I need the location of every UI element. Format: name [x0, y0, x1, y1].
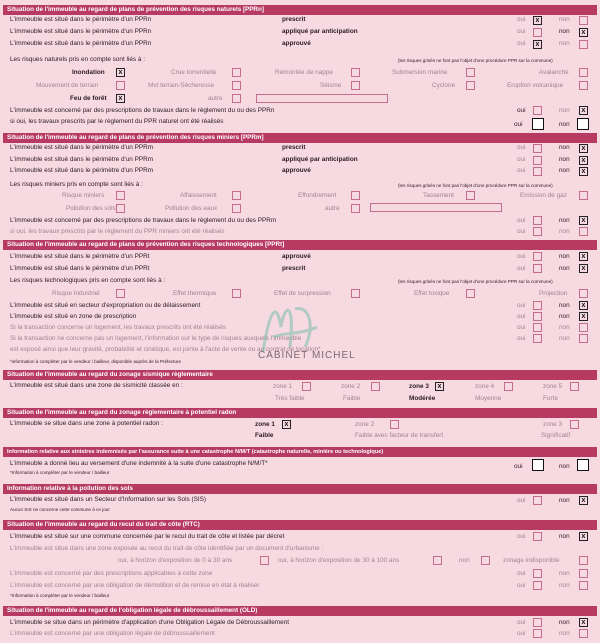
pprt-row1-label: L'immeuble est situé dans le périmètre d'un PPRt [10, 253, 150, 260]
pprt-note: *information à compléter par le vendeur / bailleur, disponible auprès de la Préfecture [10, 359, 182, 364]
rtc-prescriptions-label: L'immeuble est concerné par des prescriptions applicables à cette zone [10, 570, 213, 577]
pprm-row2-yes: oui [517, 156, 526, 163]
old-perimetre-yes: oui [517, 619, 526, 626]
radon-level3: Significatif [541, 432, 571, 439]
pprt-non-logement-no: non [559, 335, 570, 342]
rtc-prescriptions-yes-checkbox[interactable] [533, 569, 542, 578]
pprn-row2-yes-checkbox[interactable] [533, 28, 542, 37]
pprn-works-no-checkbox[interactable]: x [579, 106, 588, 115]
pprm-works-done-label: si oui, les travaux prescrits par le règlement du PPR miniers ont été réalisés [10, 228, 225, 235]
pprm-works-yes-checkbox[interactable] [533, 216, 542, 225]
pprn-risk-cyclone-checkbox[interactable] [466, 81, 475, 90]
pprn-risk-avalanche: Avalanche [539, 69, 569, 76]
pprm-row3-no: non [559, 167, 570, 174]
pprt-non-logement-label: Si la transaction ne concerne pas un logement, l'information sur le type de risques auxquels l'immeuble [10, 335, 302, 342]
pprn-risk-inondation: Inondation [72, 69, 105, 76]
pollution-yes-checkbox[interactable] [533, 496, 542, 505]
pprt-prescription-yes-checkbox[interactable] [533, 312, 542, 321]
rtc-option-indisponible: zonage indisponible [503, 557, 560, 564]
sinistres-no-checkbox[interactable] [577, 459, 589, 471]
pprn-row3-yes-checkbox[interactable]: x [533, 40, 542, 49]
old-obligation-label: L'immeuble est concerné par une obligation légale de débroussaillement [10, 630, 215, 637]
pprn-row1-status: prescrit [282, 16, 306, 23]
pprm-row1-label: L'immeuble est situé dans le périmètre d'un PPRm [10, 144, 154, 151]
pprn-row1-yes-checkbox[interactable]: x [533, 16, 542, 25]
pprt-non-logement-label-2: est exposé ainsi que leur gravité, probabilité et cinétique, est jointe à l'acte de vente ou au contrat de location* [10, 346, 321, 353]
pprn-risk-eruption: Eruption volcanique [507, 82, 564, 89]
pprm-risk-autre-field[interactable] [370, 203, 502, 212]
pprt-expropriation-label: L'immeuble est situé en secteur d'expropriation ou de délaissement [10, 302, 201, 309]
pprm-risk-tassement: Tassement [423, 192, 454, 199]
section-title-old: Situation de l'immeuble au regard de l'obligation légale de débroussaillement (OLD) [3, 606, 597, 616]
radon-level1: Faible [255, 432, 274, 439]
pprt-expropriation-no-checkbox[interactable]: x [579, 301, 588, 310]
pprn-row1-no: non [559, 16, 570, 23]
pprn-risks-label: Les risques naturels pris en compte sont liés à : [10, 56, 145, 63]
rtc-option-0-30: oui, à horizon d'exposition de 0 à 30 ans [118, 557, 233, 564]
pprn-row3-no: non [559, 40, 570, 47]
pprn-risk-mvt-checkbox[interactable] [116, 81, 125, 90]
pprm-risk-affaissement: Affaissement [180, 192, 217, 199]
pprm-row1-no: non [559, 144, 570, 151]
rtc-option-30-100-checkbox[interactable] [433, 556, 442, 565]
pprt-prescription-yes: oui [517, 313, 526, 320]
section-title-sinistres: Information relative aux sinistres indemnisés par l'assurance suite à une catastrophe N/M/T (catastrophe naturelle, minière ou technologique) [3, 447, 597, 457]
pprm-works-done-yes: oui [517, 228, 526, 235]
pprn-risk-crue: Crue torrentielle [171, 69, 217, 76]
pprm-row2-no-checkbox[interactable]: x [579, 156, 588, 165]
section-title-pollution: Information relative à la pollution des sols [3, 484, 597, 494]
pprn-works-no: non [559, 107, 570, 114]
radon-label: L'immeuble se situe dans une zone à potentiel radon : [10, 420, 163, 427]
pprt-risk-projection-checkbox[interactable] [579, 289, 588, 298]
pprn-works-done-yes-checkbox[interactable] [532, 118, 544, 130]
pprm-risk-autre-checkbox[interactable] [351, 204, 360, 213]
pprn-risk-cyclone: Cyclone [432, 82, 456, 89]
pprt-row1-no: non [559, 253, 570, 260]
rtc-prescriptions-yes: oui [517, 570, 526, 577]
pprn-risk-crue-checkbox[interactable] [232, 68, 241, 77]
old-obligation-no: non [559, 630, 570, 637]
pprm-row1-yes-checkbox[interactable] [533, 144, 542, 153]
pprn-risk-avalanche-checkbox[interactable] [579, 68, 588, 77]
pprm-works-done-no: non [559, 228, 570, 235]
pollution-note: Aucun SIS ne concerne cette commune à ce jour [10, 507, 110, 512]
sinistres-yes-checkbox[interactable] [532, 459, 544, 471]
pprm-grey-note: (les risques grisés ne font pas l'objet d'une procédure PPR sur la commune) [398, 183, 553, 188]
section-title-sismique: Situation de l'immeuble au regard du zonage sismique règlementaire [3, 370, 597, 380]
pollution-no-checkbox[interactable]: x [579, 496, 588, 505]
pprt-risk-thermique-checkbox[interactable] [232, 289, 241, 298]
pprm-risk-tassement-checkbox[interactable] [466, 191, 475, 200]
pprt-risks-label: Les risques technologiques pris en compte sont liés à : [10, 277, 166, 284]
sinistres-note: *Information à compléter par le vendeur / bailleur [10, 470, 110, 475]
watermark-text: CABINET MICHEL [258, 350, 356, 361]
rtc-demolition-yes: oui [517, 582, 526, 589]
pprn-row3-no-checkbox[interactable] [579, 40, 588, 49]
pprn-row1-label: L'immeuble est situé dans le périmètre d'un PPRn [10, 16, 152, 23]
section-title-pprn: Situation de l'immeuble au regard de plans de prévention des risques naturels [PPRn] [3, 5, 597, 15]
pprn-row3-yes: oui [517, 40, 526, 47]
rtc-option-non-checkbox[interactable] [481, 556, 490, 565]
pprt-risk-projection: Projection [539, 290, 568, 297]
sismique-level3: Modérée [409, 395, 436, 402]
rtc-zone-label: L'immeuble est situé dans une zone exposée au recul du trait de côte identifiée par un document d'urbanisme : [10, 545, 324, 552]
pprt-row1-yes-checkbox[interactable] [533, 252, 542, 261]
pprm-row3-yes: oui [517, 167, 526, 174]
old-obligation-no-checkbox[interactable] [579, 629, 588, 638]
pprm-row3-status: approuvé [282, 167, 311, 174]
pprm-row3-yes-checkbox[interactable] [533, 167, 542, 176]
pprn-row2-no-checkbox[interactable]: x [579, 28, 588, 37]
sismique-zone2: zone 2 [341, 383, 361, 390]
pprn-risk-nappe: Remontée de nappe [275, 69, 333, 76]
section-title-radon: Situation de l'immeuble au regard du zonage règlementaire à potentiel radon [3, 408, 597, 418]
pprt-prescription-no-checkbox[interactable]: x [579, 312, 588, 321]
pprn-row2-status: appliqué par anticipation [282, 28, 358, 35]
radon-level2: Faible avec facteur de transfert [355, 432, 444, 439]
pprt-row1-yes: oui [517, 253, 526, 260]
pprn-row2-yes: oui [517, 28, 526, 35]
pollution-yes: oui [517, 497, 526, 504]
pprn-works-done-label: si oui, les travaux prescrits par le règlement du PPR naturel ont été réalisés [10, 118, 224, 125]
pprm-works-yes: oui [517, 217, 526, 224]
pprn-risk-secheresse-checkbox[interactable] [232, 81, 241, 90]
pprm-risk-effondrement-checkbox[interactable] [351, 191, 360, 200]
sismique-zone1-checkbox[interactable] [302, 382, 311, 391]
rtc-option-indisponible-checkbox[interactable] [579, 556, 588, 565]
pprt-non-logement-no-checkbox[interactable] [579, 334, 588, 343]
pprm-risk-eaux: Pollution des eaux [165, 205, 218, 212]
pollution-label: L'immeuble est situé dans un Secteur d'Information sur les Sols (SIS) [10, 496, 207, 503]
sinistres-label: L'immeuble a donné lieu au versement d'une indemnité à la suite d'une catastrophe N/M/T* [10, 460, 268, 467]
pprn-row3-label: L'immeuble est situé dans le périmètre d'un PPRn [10, 40, 152, 47]
pprm-row3-label: L'immeuble est situé dans le périmètre d'un PPRm [10, 167, 154, 174]
old-perimetre-no-checkbox[interactable]: x [579, 618, 588, 627]
pprm-risk-effondrement: Effondrement [298, 192, 337, 199]
pprt-risk-toxique-checkbox[interactable] [466, 289, 475, 298]
radon-zone2: zone 2 [355, 421, 375, 428]
pprm-risk-miniers-checkbox[interactable] [116, 191, 125, 200]
pprt-row2-yes: oui [517, 265, 526, 272]
rtc-commune-yes: oui [517, 533, 526, 540]
rtc-demolition-yes-checkbox[interactable] [533, 581, 542, 590]
pprm-risk-affaissement-checkbox[interactable] [232, 191, 241, 200]
pprm-risk-gaz: Emission de gaz [520, 192, 567, 199]
rtc-commune-yes-checkbox[interactable] [533, 532, 542, 541]
pprm-works-done-yes-checkbox[interactable] [533, 227, 542, 236]
sismique-zone5: zone 5 [543, 383, 563, 390]
pprn-row3-status: approuvé [282, 40, 311, 47]
pprn-works-yes: oui [517, 107, 526, 114]
pprt-expropriation-no: non [559, 302, 570, 309]
pprm-row2-label: L'immeuble est situé dans le périmètre d'un PPRm [10, 156, 154, 163]
pprn-risk-submersion-checkbox[interactable] [466, 68, 475, 77]
sismique-zone4-checkbox[interactable] [504, 382, 513, 391]
pprm-risk-sols-checkbox[interactable] [116, 204, 125, 213]
rtc-prescriptions-no-checkbox[interactable] [579, 569, 588, 578]
radon-zone2-checkbox[interactable] [390, 420, 399, 429]
pprn-works-done-yes: oui [514, 121, 523, 128]
pprt-expropriation-yes-checkbox[interactable] [533, 301, 542, 310]
sinistres-yes: oui [514, 463, 523, 470]
pprt-non-logement-yes-checkbox[interactable] [533, 334, 542, 343]
pprt-prescription-label: L'immeuble est situé en zone de prescription [10, 313, 137, 320]
pprn-risk-seisme: Séisme [320, 82, 342, 89]
pprm-works-label: L'immeuble est concerné par des prescriptions de travaux dans le règlement du ou des PPRm [10, 217, 277, 224]
pprm-row2-no: non [559, 156, 570, 163]
sismique-level1: Très faible [275, 395, 305, 402]
pollution-no: non [559, 497, 570, 504]
pprn-risk-seisme-checkbox[interactable] [351, 81, 360, 90]
pprn-risk-mvt: Mouvement de terrain [36, 82, 99, 89]
radon-zone3: zone 3 [543, 421, 563, 428]
sismique-zone2-checkbox[interactable] [371, 382, 380, 391]
pprt-risk-toxique: Effet toxique [414, 290, 450, 297]
pprn-row1-yes: oui [517, 16, 526, 23]
old-obligation-yes: oui [517, 630, 526, 637]
radon-zone3-checkbox[interactable] [570, 420, 579, 429]
pprt-risk-surpression-checkbox[interactable] [351, 289, 360, 298]
pprm-row1-no-checkbox[interactable]: x [579, 144, 588, 153]
pprn-row1-no-checkbox[interactable] [579, 16, 588, 25]
sismique-zone5-checkbox[interactable] [570, 382, 579, 391]
pprm-risks-label: Les risques miniers pris en compte sont liés à : [10, 181, 143, 188]
pprm-risk-eaux-checkbox[interactable] [232, 204, 241, 213]
pprn-risk-autre-checkbox[interactable] [232, 94, 241, 103]
rtc-demolition-no-checkbox[interactable] [579, 581, 588, 590]
pprn-risk-feu: Feu de forêt [70, 95, 107, 102]
pprm-works-no-checkbox[interactable]: x [579, 216, 588, 225]
sismique-zone3: zone 3 [409, 383, 429, 390]
sismique-level2: Faible [343, 395, 361, 402]
pprn-grey-note: (les risques grisés ne font pas l'objet d'une procédure PPR sur la commune) [398, 58, 553, 63]
pprn-risk-submersion: Submersion marine [392, 69, 448, 76]
pprt-row2-label: L'immeuble est situé dans le périmètre d'un PPRt [10, 265, 150, 272]
pprt-row1-no-checkbox[interactable]: x [579, 252, 588, 261]
pprt-row2-status: prescrit [282, 265, 306, 272]
pprn-risk-eruption-checkbox[interactable] [579, 81, 588, 90]
pprn-works-done-no: non [559, 121, 570, 128]
pprn-works-label: L'immeuble est concerné par des prescriptions de travaux dans le règlement du ou des PPRn [10, 107, 275, 114]
pprm-row1-status: prescrit [282, 144, 306, 151]
pprm-row2-yes-checkbox[interactable] [533, 156, 542, 165]
pprm-works-done-no-checkbox[interactable] [579, 227, 588, 236]
rtc-demolition-label: L'immeuble est concerné par une obligation de démolition et de remise en état à réaliser [10, 582, 260, 589]
pprt-row1-status: approuvé [282, 253, 311, 260]
pprn-risk-secheresse: Mvt terrain-Sécheresse [148, 82, 215, 89]
pprn-row2-label: L'immeuble est situé dans le périmètre d'un PPRn [10, 28, 152, 35]
sismique-zone3-checkbox[interactable]: x [435, 382, 444, 391]
pprt-logement-yes-checkbox[interactable] [533, 323, 542, 332]
section-title-pprm: Situation de l'immeuble au regard de plans de prévention des risques miniers [PPRm] [3, 133, 597, 143]
pprt-risk-industriel-checkbox[interactable] [116, 289, 125, 298]
rtc-option-30-100: oui, à horizon d'exposition de 30 à 100 ans [278, 557, 400, 564]
rtc-commune-label: L'immeuble est situé sur une commune concernée par le recul du trait de côte et listée par décret [10, 533, 285, 540]
pprt-risk-industriel: Risque Industriel [52, 290, 100, 297]
pprt-risk-surpression: Effet de surpression [274, 290, 331, 297]
pprn-risk-feu-checkbox[interactable]: x [116, 94, 125, 103]
pprn-risk-inondation-checkbox[interactable]: x [116, 68, 125, 77]
pprm-works-no: non [559, 217, 570, 224]
rtc-demolition-no: non [559, 582, 570, 589]
pprn-risk-nappe-checkbox[interactable] [351, 68, 360, 77]
pprm-risk-autre: autre [325, 205, 340, 212]
pprm-row3-no-checkbox[interactable]: x [579, 167, 588, 176]
pprm-risk-miniers: Risque miniers [62, 192, 105, 199]
pprt-row2-no-checkbox[interactable]: x [579, 264, 588, 273]
pprt-logement-yes: oui [517, 324, 526, 331]
pprn-risk-autre-field[interactable] [256, 94, 388, 103]
old-obligation-yes-checkbox[interactable] [533, 629, 542, 638]
old-perimetre-yes-checkbox[interactable] [533, 618, 542, 627]
section-title-rtc: Situation de l'immeuble au regard du recul du trait de côte (RTC) [3, 520, 597, 530]
pprn-works-done-no-checkbox[interactable] [577, 118, 589, 130]
pprm-risk-gaz-checkbox[interactable] [579, 191, 588, 200]
pprt-row2-no: non [559, 265, 570, 272]
rtc-commune-no-checkbox[interactable]: x [579, 532, 588, 541]
pprt-grey-note: (les risques grisés ne font pas l'objet d'une procédure PPR sur la commune) [398, 279, 553, 284]
sismique-zone1: zone 1 [273, 383, 293, 390]
pprt-logement-no: non [559, 324, 570, 331]
old-perimetre-label: L'immeuble se situe dans un périmètre d'application d'une Obligation Légale de Débroussaillement [10, 619, 289, 626]
section-title-pprt: Situation de l'immeuble au regard de plans de prévention des risques technologiques [PPRt] [3, 240, 597, 250]
radon-zone1: zone 1 [255, 421, 275, 428]
pprt-expropriation-yes: oui [517, 302, 526, 309]
pprt-non-logement-yes: oui [517, 335, 526, 342]
pprt-logement-no-checkbox[interactable] [579, 323, 588, 332]
sinistres-no: non [559, 463, 570, 470]
pprm-risk-sols: Pollution des sols [66, 205, 116, 212]
pprm-row2-status: appliqué par anticipation [282, 156, 358, 163]
watermark-logo [255, 297, 325, 357]
pprn-risk-autre: autre [208, 95, 223, 102]
pprm-row1-yes: oui [517, 144, 526, 151]
radon-zone1-checkbox[interactable]: x [282, 420, 291, 429]
pprt-logement-label: Si la transaction concerne un logement, les travaux prescrits ont été réalisés [10, 324, 226, 331]
sismique-label: L'immeuble est situé dans une zone de sismicité classée en : [10, 382, 183, 389]
sismique-zone4: zone 4 [475, 383, 495, 390]
old-perimetre-no: non [559, 619, 570, 626]
rtc-note: *Information à compléter par le vendeur / bailleur [10, 593, 110, 598]
pprn-works-yes-checkbox[interactable] [533, 106, 542, 115]
rtc-option-0-30-checkbox[interactable] [260, 556, 269, 565]
pprt-risk-thermique: Effet thermique [173, 290, 217, 297]
rtc-commune-no: non [559, 533, 570, 540]
pprn-row2-no: non [559, 28, 570, 35]
rtc-option-non: non [459, 557, 470, 564]
pprt-row2-yes-checkbox[interactable] [533, 264, 542, 273]
sismique-level4: Moyenne [475, 395, 502, 402]
pprt-prescription-no: non [559, 313, 570, 320]
rtc-prescriptions-no: non [559, 570, 570, 577]
sismique-level5: Forte [543, 395, 558, 402]
